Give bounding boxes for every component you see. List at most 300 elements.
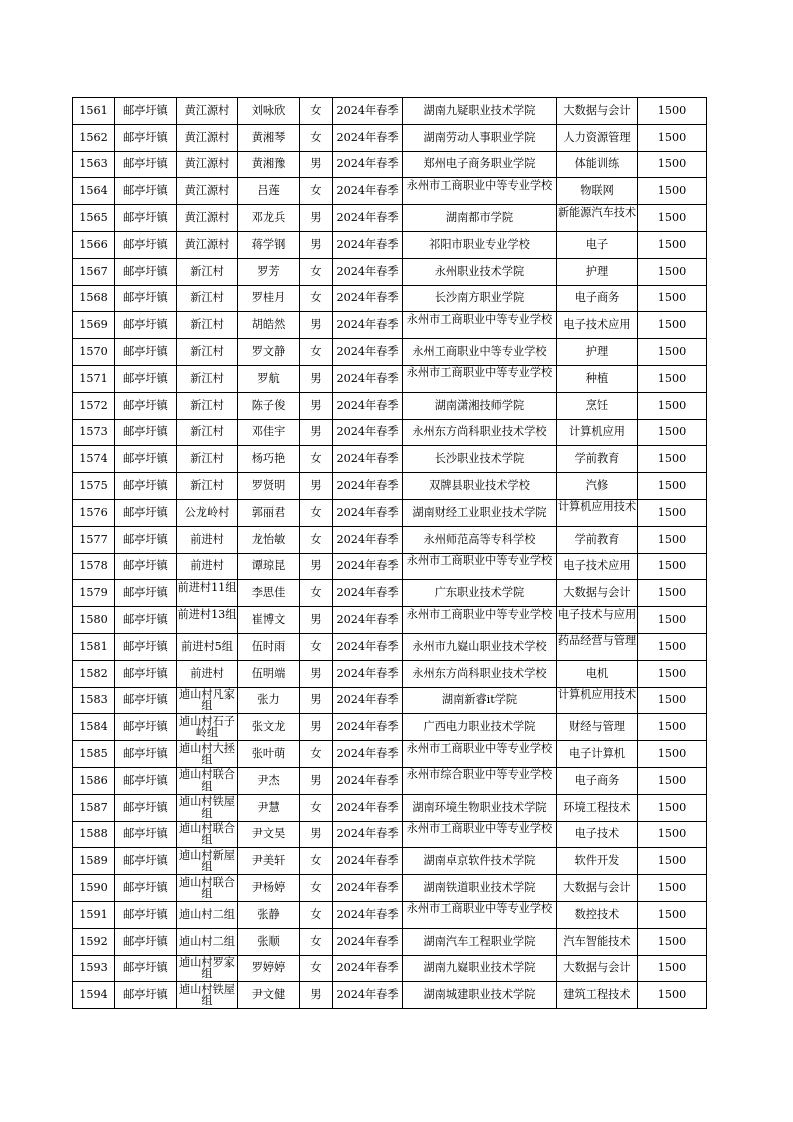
town-text: 邮亭圩镇 <box>123 184 168 198</box>
school-text: 长沙南方职业学院 <box>434 291 525 305</box>
row-number-cell <box>73 339 115 366</box>
amount-cell <box>638 446 707 473</box>
major-text: 电子技术应用 <box>563 559 631 573</box>
semester-text: 2024年春季 <box>336 371 399 385</box>
school-cell <box>403 714 557 741</box>
amount-cell <box>638 794 707 821</box>
row-number-cell <box>73 607 115 634</box>
amount-cell <box>638 848 707 875</box>
amount-text: 1500 <box>657 130 687 144</box>
gender-text: 女 <box>310 639 322 653</box>
town-cell <box>115 714 177 741</box>
town-cell <box>115 499 177 526</box>
student-name-cell <box>238 365 300 392</box>
amount-cell <box>638 982 707 1009</box>
major-text: 大数据与会计 <box>563 961 631 975</box>
town-cell <box>115 178 177 205</box>
row-number-text: 1571 <box>79 371 108 385</box>
student-name-cell <box>238 473 300 500</box>
student-name-cell <box>238 553 300 580</box>
gender-text: 男 <box>310 666 322 680</box>
row-number-text: 1577 <box>79 532 108 546</box>
village-text: 前进村 <box>190 559 224 573</box>
student-name-text: 尹文昊 <box>251 827 286 841</box>
village-cell <box>177 982 238 1009</box>
major-text: 物联网 <box>580 184 614 198</box>
semester-text: 2024年春季 <box>336 264 399 278</box>
major-text: 学前教育 <box>574 452 620 466</box>
town-text: 邮亭圩镇 <box>123 961 168 975</box>
town-text: 邮亭圩镇 <box>123 291 168 305</box>
gender-cell <box>300 124 333 151</box>
town-text: 邮亭圩镇 <box>123 425 168 439</box>
table-row <box>73 714 707 741</box>
student-name-text: 伍时雨 <box>251 639 286 653</box>
town-cell <box>115 392 177 419</box>
amount-text: 1500 <box>657 452 687 466</box>
amount-text: 1500 <box>657 639 687 653</box>
table-row <box>73 607 707 634</box>
village-cell <box>177 151 238 178</box>
village-cell <box>177 607 238 634</box>
school-cell <box>403 365 557 392</box>
amount-cell <box>638 285 707 312</box>
village-cell <box>177 419 238 446</box>
town-cell <box>115 473 177 500</box>
student-name-cell <box>238 848 300 875</box>
amount-cell <box>638 741 707 768</box>
table-row <box>73 741 707 768</box>
row-number-text: 1590 <box>79 881 108 894</box>
student-name-text: 黄湘琴 <box>251 130 286 144</box>
village-cell <box>177 499 238 526</box>
table-row <box>73 98 707 125</box>
table-row <box>73 848 707 875</box>
school-text: 湖南都市学院 <box>445 211 514 225</box>
semester-text: 2024年春季 <box>336 559 399 573</box>
village-text: 黄江源村 <box>184 184 230 198</box>
gender-text: 男 <box>310 773 322 787</box>
semester-cell <box>333 446 403 473</box>
major-text: 电子商务 <box>574 773 620 787</box>
amount-cell <box>638 205 707 232</box>
row-number-cell <box>73 231 115 258</box>
row-number-cell <box>73 553 115 580</box>
student-name-cell <box>238 285 300 312</box>
major-text: 环境工程技术 <box>563 800 631 814</box>
semester-text: 2024年春季 <box>336 157 399 171</box>
gender-cell <box>300 205 333 232</box>
school-cell <box>403 124 557 151</box>
town-cell <box>115 553 177 580</box>
town-cell <box>115 607 177 634</box>
student-name-text: 邓佳宇 <box>251 425 286 439</box>
town-text: 邮亭圩镇 <box>123 532 168 546</box>
major-text: 软件开发 <box>574 854 620 868</box>
school-cell <box>403 901 557 928</box>
amount-cell <box>638 821 707 848</box>
table-row <box>73 151 707 178</box>
village-text: 前进村 <box>190 532 224 546</box>
student-name-text: 张文龙 <box>251 720 286 734</box>
school-text: 永州市工商职业中等专业学校 <box>406 553 553 567</box>
major-text: 烹饪 <box>585 398 609 412</box>
school-text: 永州东方尚科职业技术学校 <box>412 425 547 439</box>
semester-cell <box>333 365 403 392</box>
row-number-text: 1580 <box>79 613 108 627</box>
gender-text: 男 <box>310 157 322 171</box>
school-cell <box>403 151 557 178</box>
school-text: 永州东方尚科职业技术学校 <box>412 666 547 680</box>
amount-text: 1500 <box>657 586 687 600</box>
gender-text: 男 <box>310 425 322 439</box>
major-text: 数控技术 <box>574 907 620 921</box>
student-name-text: 尹文健 <box>251 988 286 1002</box>
town-text: 邮亭圩镇 <box>123 639 168 653</box>
gender-text: 女 <box>310 452 322 466</box>
amount-text: 1500 <box>657 398 687 412</box>
semester-text: 2024年春季 <box>336 184 399 198</box>
major-cell <box>557 901 638 928</box>
semester-cell <box>333 285 403 312</box>
gender-text: 女 <box>310 532 322 546</box>
amount-cell <box>638 901 707 928</box>
school-text: 永州职业技术学院 <box>434 264 525 278</box>
student-name-text: 尹杨婷 <box>251 881 286 894</box>
amount-cell <box>638 339 707 366</box>
town-text: 邮亭圩镇 <box>123 988 168 1002</box>
student-name-cell <box>238 499 300 526</box>
row-number-text: 1583 <box>79 693 108 707</box>
row-number-cell <box>73 499 115 526</box>
table-row <box>73 687 707 714</box>
town-cell <box>115 151 177 178</box>
gender-cell <box>300 928 333 955</box>
student-name-cell <box>238 875 300 902</box>
school-cell <box>403 660 557 687</box>
student-name-cell <box>238 928 300 955</box>
row-number-cell <box>73 580 115 607</box>
school-text: 湖南潇湘技师学院 <box>434 398 525 412</box>
town-cell <box>115 285 177 312</box>
major-cell <box>557 687 638 714</box>
town-cell <box>115 875 177 902</box>
major-cell <box>557 258 638 285</box>
school-cell <box>403 687 557 714</box>
amount-text: 1500 <box>657 479 687 493</box>
school-cell <box>403 285 557 312</box>
student-name-text: 罗贤明 <box>251 479 286 493</box>
village-cell <box>177 339 238 366</box>
major-text: 体能训练 <box>574 157 620 171</box>
row-number-cell <box>73 821 115 848</box>
amount-cell <box>638 955 707 982</box>
amount-cell <box>638 178 707 205</box>
school-text: 湖南九疑职业技术学院 <box>423 103 536 117</box>
student-name-cell <box>238 339 300 366</box>
town-text: 邮亭圩镇 <box>123 773 168 787</box>
town-text: 邮亭圩镇 <box>123 345 168 359</box>
student-name-text: 张顺 <box>257 934 280 948</box>
major-text: 学前教育 <box>574 532 620 546</box>
gender-text: 男 <box>310 318 322 332</box>
student-name-cell <box>238 955 300 982</box>
major-cell <box>557 526 638 553</box>
semester-cell <box>333 633 403 660</box>
amount-text: 1500 <box>657 693 687 707</box>
school-cell <box>403 580 557 607</box>
town-text: 邮亭圩镇 <box>123 907 168 921</box>
amount-cell <box>638 98 707 125</box>
village-cell <box>177 365 238 392</box>
row-number-cell <box>73 687 115 714</box>
village-text: 新江村 <box>190 264 224 278</box>
gender-cell <box>300 473 333 500</box>
semester-cell <box>333 392 403 419</box>
major-text: 护理 <box>585 264 609 278</box>
town-text: 邮亭圩镇 <box>123 854 168 868</box>
town-cell <box>115 928 177 955</box>
major-cell <box>557 714 638 741</box>
major-cell <box>557 928 638 955</box>
amount-text: 1500 <box>657 934 687 948</box>
major-text: 人力资源管理 <box>563 130 631 144</box>
village-text: 逌山村铁屋组 <box>179 982 235 1008</box>
village-cell <box>177 821 238 848</box>
semester-text: 2024年春季 <box>336 881 399 894</box>
school-text: 湖南劳动人事职业学院 <box>423 130 536 144</box>
town-cell <box>115 124 177 151</box>
amount-cell <box>638 875 707 902</box>
amount-cell <box>638 580 707 607</box>
major-text: 大数据与会计 <box>563 103 631 117</box>
semester-text: 2024年春季 <box>336 613 399 627</box>
semester-text: 2024年春季 <box>336 398 399 412</box>
row-number-text: 1581 <box>79 639 108 653</box>
row-number-text: 1563 <box>79 157 108 171</box>
student-name-text: 胡皓然 <box>251 318 286 332</box>
semester-text: 2024年春季 <box>336 934 399 948</box>
amount-cell <box>638 419 707 446</box>
major-text: 电子 <box>585 237 609 251</box>
major-cell <box>557 339 638 366</box>
school-text: 湖南卓京软件技术学院 <box>423 854 536 868</box>
row-number-text: 1586 <box>79 773 108 787</box>
gender-text: 女 <box>310 291 322 305</box>
row-number-cell <box>73 151 115 178</box>
student-name-text: 罗桂月 <box>251 291 286 305</box>
village-cell <box>177 714 238 741</box>
semester-text: 2024年春季 <box>336 586 399 600</box>
school-text: 广西电力职业技术学院 <box>423 720 536 734</box>
gender-cell <box>300 392 333 419</box>
town-text: 邮亭圩镇 <box>123 800 168 814</box>
semester-cell <box>333 124 403 151</box>
town-cell <box>115 98 177 125</box>
major-text: 电机 <box>585 666 609 680</box>
semester-cell <box>333 660 403 687</box>
gender-cell <box>300 714 333 741</box>
major-cell <box>557 499 638 526</box>
amount-text: 1500 <box>657 532 687 546</box>
row-number-cell <box>73 848 115 875</box>
student-name-cell <box>238 526 300 553</box>
major-cell <box>557 767 638 794</box>
amount-cell <box>638 392 707 419</box>
semester-cell <box>333 821 403 848</box>
semester-cell <box>333 526 403 553</box>
village-text: 前进村11组 <box>177 580 237 594</box>
semester-cell <box>333 767 403 794</box>
village-cell <box>177 660 238 687</box>
school-text: 永州师范高等专科学校 <box>423 532 536 546</box>
gender-text: 男 <box>310 398 322 412</box>
gender-text: 男 <box>310 613 322 627</box>
major-text: 药品经营与管理 <box>557 634 637 648</box>
semester-cell <box>333 580 403 607</box>
town-cell <box>115 312 177 339</box>
major-text: 护理 <box>585 345 609 359</box>
semester-cell <box>333 741 403 768</box>
row-number-cell <box>73 714 115 741</box>
school-text: 永州市综合职业中等专业学校 <box>406 768 553 782</box>
village-text: 逌山村铁屋组 <box>179 795 235 820</box>
major-cell <box>557 553 638 580</box>
gender-text: 女 <box>310 130 322 144</box>
gender-text: 男 <box>310 988 322 1002</box>
village-text: 新江村 <box>190 291 224 305</box>
town-text: 邮亭圩镇 <box>123 318 168 332</box>
town-cell <box>115 955 177 982</box>
semester-cell <box>333 419 403 446</box>
row-number-cell <box>73 955 115 982</box>
town-text: 邮亭圩镇 <box>123 479 168 493</box>
major-cell <box>557 124 638 151</box>
village-text: 黄江源村 <box>184 157 230 171</box>
semester-text: 2024年春季 <box>336 103 399 117</box>
amount-text: 1500 <box>657 103 687 117</box>
row-number-text: 1578 <box>79 559 108 573</box>
row-number-text: 1588 <box>79 827 108 841</box>
amount-text: 1500 <box>657 773 687 787</box>
major-text: 大数据与会计 <box>563 586 631 600</box>
semester-cell <box>333 875 403 902</box>
table-row <box>73 955 707 982</box>
semester-text: 2024年春季 <box>336 505 399 519</box>
gender-text: 女 <box>310 907 322 921</box>
gender-cell <box>300 446 333 473</box>
amount-text: 1500 <box>657 881 687 894</box>
semester-cell <box>333 231 403 258</box>
village-cell <box>177 928 238 955</box>
student-name-text: 杨巧艳 <box>251 452 286 466</box>
gender-cell <box>300 258 333 285</box>
student-name-cell <box>238 419 300 446</box>
major-text: 电子技术与应用 <box>557 607 637 621</box>
village-cell <box>177 794 238 821</box>
table-row <box>73 633 707 660</box>
town-cell <box>115 982 177 1009</box>
village-text: 新江村 <box>190 452 224 466</box>
village-text: 黄江源村 <box>184 103 230 117</box>
school-cell <box>403 499 557 526</box>
table-row <box>73 767 707 794</box>
town-cell <box>115 794 177 821</box>
row-number-cell <box>73 419 115 446</box>
school-text: 湖南汽车工程职业学院 <box>423 934 536 948</box>
student-name-cell <box>238 98 300 125</box>
amount-text: 1500 <box>657 264 687 278</box>
town-text: 邮亭圩镇 <box>123 103 168 117</box>
school-cell <box>403 312 557 339</box>
row-number-text: 1575 <box>79 479 108 493</box>
school-cell <box>403 205 557 232</box>
gender-text: 女 <box>310 586 322 600</box>
gender-text: 男 <box>310 693 322 707</box>
student-name-text: 蒋学钢 <box>251 237 286 251</box>
gender-text: 女 <box>310 345 322 359</box>
student-name-text: 张叶萌 <box>251 747 286 761</box>
school-text: 永州市工商职业中等专业学校 <box>406 366 553 380</box>
school-cell <box>403 955 557 982</box>
village-text: 新江村 <box>190 425 224 439</box>
major-text: 建筑工程技术 <box>563 988 631 1002</box>
student-name-text: 张力 <box>257 693 280 707</box>
amount-cell <box>638 473 707 500</box>
school-cell <box>403 848 557 875</box>
town-text: 邮亭圩镇 <box>123 371 168 385</box>
gender-cell <box>300 821 333 848</box>
village-text: 逌山村联合组 <box>179 821 235 847</box>
major-text: 计算机应用技术 <box>557 500 637 514</box>
village-cell <box>177 258 238 285</box>
semester-text: 2024年春季 <box>336 479 399 493</box>
school-text: 湖南铁道职业技术学院 <box>423 881 536 894</box>
school-cell <box>403 339 557 366</box>
semester-cell <box>333 687 403 714</box>
student-name-text: 吕莲 <box>257 184 280 198</box>
town-cell <box>115 446 177 473</box>
student-name-text: 谭琼昆 <box>251 559 286 573</box>
school-text: 长沙职业技术学院 <box>434 452 525 466</box>
student-name-cell <box>238 741 300 768</box>
semester-text: 2024年春季 <box>336 961 399 975</box>
amount-text: 1500 <box>657 800 687 814</box>
student-name-text: 李思佳 <box>251 586 286 600</box>
amount-text: 1500 <box>657 854 687 868</box>
student-name-cell <box>238 392 300 419</box>
major-text: 电子计算机 <box>569 747 625 761</box>
row-number-text: 1584 <box>79 720 108 734</box>
semester-cell <box>333 553 403 580</box>
student-name-text: 罗文静 <box>251 345 286 359</box>
gender-text: 女 <box>310 103 322 117</box>
semester-cell <box>333 178 403 205</box>
amount-text: 1500 <box>657 291 687 305</box>
table-row <box>73 124 707 151</box>
major-cell <box>557 794 638 821</box>
village-cell <box>177 124 238 151</box>
amount-cell <box>638 151 707 178</box>
student-name-cell <box>238 660 300 687</box>
amount-text: 1500 <box>657 318 687 332</box>
amount-text: 1500 <box>657 345 687 359</box>
semester-text: 2024年春季 <box>336 720 399 734</box>
major-text: 电子商务 <box>574 291 620 305</box>
school-cell <box>403 607 557 634</box>
village-text: 逌山村联合组 <box>179 875 235 900</box>
row-number-text: 1591 <box>79 907 108 921</box>
